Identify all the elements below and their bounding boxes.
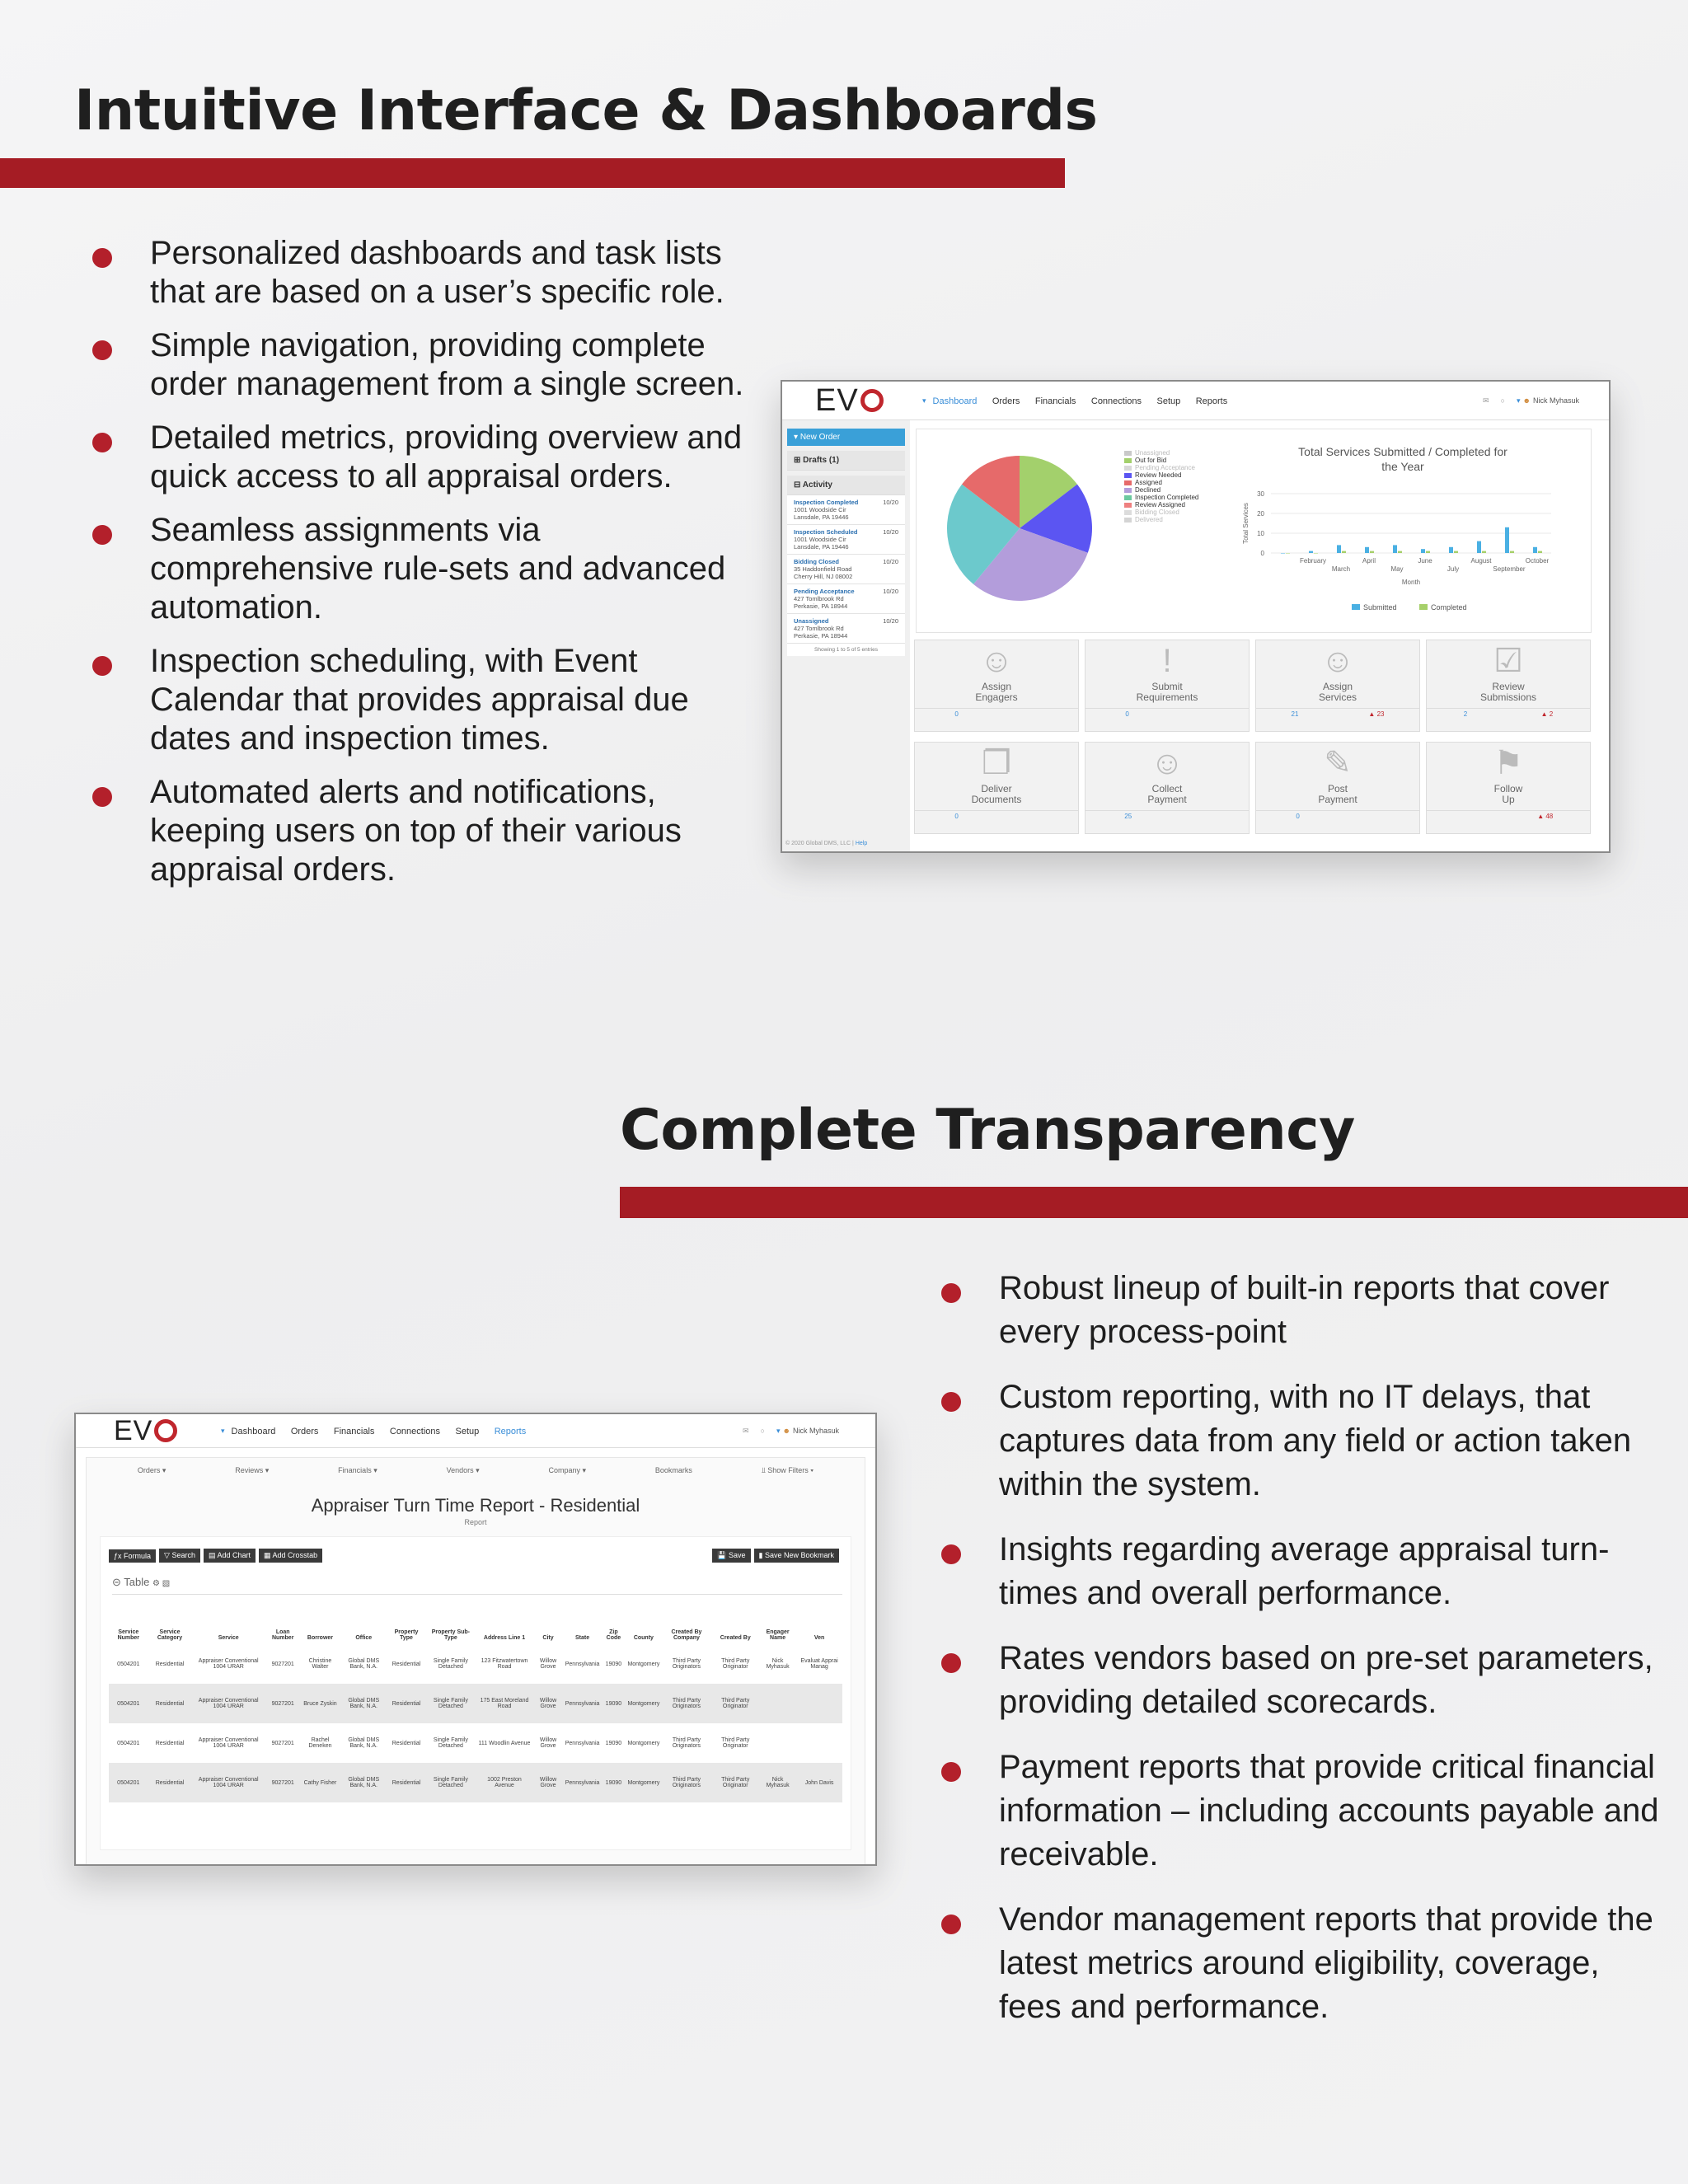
table-cell: 1002 Preston Avenue [476, 1763, 533, 1802]
table-cell: Nick Myhasuk [766, 1658, 790, 1670]
nav-reports[interactable]: Reports [494, 1427, 527, 1436]
table-cell: 9027201 [271, 1740, 294, 1746]
assign-services-icon: ☺ [1320, 643, 1355, 679]
column-header[interactable]: Property Sub-Type [431, 1629, 471, 1641]
report-title: Appraiser Turn Time Report - Residential [311, 1495, 640, 1516]
table-cell: Pennsylvania [564, 1763, 602, 1802]
table-cell: Single Family Detached [433, 1658, 468, 1670]
bar-submitted [1337, 545, 1341, 553]
legend-swatch [1124, 518, 1132, 523]
table-cell [796, 1723, 842, 1763]
table-cell [759, 1684, 796, 1723]
x-tick-label: July [1447, 565, 1460, 573]
list-item: Seamless assignments via comprehensive rule-sets and advanced automation. [87, 511, 763, 627]
column-header[interactable]: Ven [814, 1635, 825, 1641]
column-header[interactable]: Loan Number [271, 1629, 294, 1641]
column-header[interactable]: County [633, 1635, 654, 1641]
legend-item: Review Assigned [1124, 501, 1198, 509]
bar-completed [1342, 551, 1346, 553]
table-cell: Residential [387, 1684, 425, 1723]
x-tick-label: February [1299, 557, 1327, 565]
table-cell: Residential [148, 1763, 192, 1802]
task-card[interactable]: ⚑ Follow Up ▲ 48 [1426, 742, 1591, 834]
mail-icon[interactable]: ✉ [742, 1426, 749, 1435]
table-cell: Third Party Originators [672, 1658, 701, 1670]
top-navigation [782, 382, 1609, 420]
table-cell: 9027201 [265, 1684, 300, 1723]
column-header[interactable]: Address Line 1 [483, 1635, 526, 1641]
table-cell: Third Party Originator [721, 1737, 750, 1749]
legend-submitted: Submitted [1363, 603, 1397, 612]
bullet-dot-icon [92, 525, 112, 545]
table-cell: Residential [392, 1661, 421, 1667]
activity-header[interactable]: ⊟ Activity [787, 476, 905, 495]
bar-submitted [1421, 549, 1425, 553]
table-cell: Pennsylvania [565, 1661, 600, 1667]
y-tick-label: 10 [1257, 530, 1264, 537]
report-subtitle: Report [464, 1518, 487, 1526]
chat-icon[interactable]: ○ [1500, 396, 1505, 405]
bullet-dot-icon [941, 1392, 961, 1412]
table-cell: Third Party Originators [661, 1763, 711, 1802]
add-chart-button[interactable]: ▤ Add Chart [204, 1549, 256, 1563]
bar-submitted [1477, 541, 1481, 553]
drafts-header[interactable]: ⊞ Drafts (1) [787, 451, 905, 471]
save-bookmark-button[interactable]: ▮ Save New Bookmark [754, 1549, 840, 1563]
column-header[interactable]: Service [218, 1635, 239, 1641]
task-cards [914, 640, 1598, 834]
table-cell: 19090 [605, 1661, 622, 1667]
table-cell: Cathy Fisher [300, 1763, 340, 1802]
legend-item: Unassigned [1124, 449, 1198, 457]
table-cell: Residential [148, 1684, 192, 1723]
table-cell: Third Party Originators [672, 1737, 701, 1749]
table-cell: Montgomery [627, 1740, 660, 1746]
table-cell: Residential [155, 1740, 185, 1746]
settings-icon: ⚙ ▧ [152, 1579, 171, 1588]
user-name[interactable]: Nick Myhasuk [1532, 396, 1579, 405]
bullet-dot-icon [941, 1653, 961, 1673]
table-section-header[interactable]: ⊝ Table ⚙ ▧ [112, 1576, 842, 1595]
table-cell: Single Family Detached [425, 1684, 476, 1723]
table-cell: Single Family Detached [425, 1763, 476, 1802]
table-cell: Single Family Detached [433, 1737, 468, 1749]
assign-engagers-icon: ☺ [979, 643, 1014, 679]
bullet-dot-icon [92, 248, 112, 268]
table-cell: Residential [155, 1661, 185, 1667]
help-link[interactable]: Help [855, 841, 868, 846]
bullet-dot-icon [92, 433, 112, 452]
table-row[interactable] [109, 1723, 842, 1763]
status-pie-chart [941, 450, 1098, 607]
table-cell: Montgomery [626, 1684, 661, 1723]
legend-swatch [1124, 488, 1132, 493]
nav-orders[interactable]: Orders [992, 396, 1020, 406]
chat-icon[interactable]: ○ [760, 1427, 765, 1435]
table-cell: Appraiser Conventional 1004 URAR [191, 1684, 265, 1723]
bar-completed [1454, 551, 1458, 553]
column-header[interactable]: Created By Company [671, 1629, 702, 1641]
table-cell: Third Party Originator [712, 1684, 759, 1723]
table-cell: Appraiser Conventional 1004 URAR [191, 1763, 265, 1802]
x-tick-label: June [1418, 557, 1432, 565]
showing-entries: Showing 1 to 5 of 5 entries [814, 647, 878, 653]
y-tick-label: 30 [1257, 490, 1264, 498]
nav-connections[interactable]: Connections [389, 1427, 441, 1436]
footer-copyright: © 2020 Global DMS, LLC | Help [785, 841, 868, 846]
search-button[interactable]: ▽ Search [159, 1549, 200, 1563]
table-cell: Appraiser Conventional 1004 URAR [198, 1658, 259, 1670]
title-underline-bar [0, 158, 1065, 188]
feature-list-interface [87, 234, 763, 889]
nav-financials[interactable]: Financials [333, 1427, 375, 1436]
chevron-down-icon[interactable]: ▾ [1516, 396, 1521, 405]
report-toolbar [109, 1549, 842, 1563]
bullet-dot-icon [92, 656, 112, 676]
column-header[interactable]: Created By [720, 1635, 751, 1641]
bar-completed [1398, 551, 1402, 553]
bullet-dot-icon [941, 1915, 961, 1934]
bar-completed [1314, 553, 1318, 554]
table-cell: Willow Grove [539, 1658, 557, 1670]
report-body [100, 1536, 851, 1850]
bar-submitted [1449, 547, 1453, 553]
y-tick-label: 0 [1260, 550, 1264, 557]
y-tick-label: 20 [1257, 510, 1264, 518]
report-panel [86, 1457, 865, 1866]
table-cell: Residential [387, 1763, 425, 1802]
bullet-dot-icon [941, 1762, 961, 1782]
column-header[interactable]: Zip Code [606, 1629, 621, 1641]
table-cell: 0504201 [117, 1661, 140, 1667]
sidebar [782, 420, 910, 851]
alert-circle-icon: ! [1162, 643, 1172, 679]
pie-legend [1124, 449, 1198, 523]
add-crosstab-button[interactable]: ▦ Add Crosstab [259, 1549, 322, 1563]
task-card[interactable]: ☺ Collect Payment 25 [1085, 742, 1250, 834]
table-cell: 0504201 [109, 1763, 148, 1802]
report-filters [87, 1458, 865, 1475]
legend-item: Assigned [1124, 479, 1198, 486]
column-header[interactable]: City [542, 1635, 554, 1641]
bar-completed [1538, 551, 1542, 553]
bar-completed [1510, 551, 1514, 553]
nav-financials[interactable]: Financials [1034, 396, 1076, 406]
list-item: Detailed metrics, providing overview and quick access to all appraisal orders. [87, 419, 763, 496]
list-item: Simple navigation, providing complete order management from a single screen. [87, 326, 763, 404]
x-tick-label: May [1390, 565, 1404, 573]
save-button[interactable]: 💾 Save [712, 1549, 750, 1563]
bar-completed [1426, 551, 1430, 553]
task-card[interactable]: ☺ Assign Engagers 0 [914, 640, 1079, 732]
column-header[interactable]: Property Type [394, 1629, 419, 1641]
table-cell: 19090 [601, 1763, 626, 1802]
bar-completed [1370, 551, 1374, 553]
activity-item[interactable]: 10/20 Inspection Scheduled 1001 Woodside Cir Lansdale, PA 19446 [787, 525, 905, 555]
list-item: Custom reporting, with no IT delays, that captures data from any field or action taken within the system. [936, 1376, 1662, 1507]
table-row[interactable] [109, 1644, 842, 1684]
table-cell: Third Party Originator [712, 1763, 759, 1802]
table-cell: 111 Woodlin Avenue [478, 1740, 531, 1746]
mail-icon[interactable]: ✉ [1482, 396, 1489, 405]
activity-item[interactable]: 10/20 Pending Acceptance 427 Tomlbrook Rd Perkasie, PA 18944 [787, 584, 905, 614]
nav-connections[interactable]: Connections [1090, 396, 1142, 406]
list-item: Personalized dashboards and task lists that are based on a user’s specific role. [87, 234, 763, 312]
table-cell: 19090 [605, 1740, 622, 1746]
filter-bookmarks[interactable]: Bookmarks [654, 1466, 692, 1474]
bar-completed [1286, 553, 1290, 554]
list-item: Automated alerts and notifications, keeping users on top of their various appraisal orders. [87, 773, 763, 889]
legend-swatch [1124, 503, 1132, 508]
bullet-dot-icon [941, 1283, 961, 1303]
list-item: Robust lineup of built-in reports that cover every process-point [936, 1267, 1662, 1354]
legend-item: Declined [1124, 486, 1198, 494]
y-axis-label: Total Services [1242, 503, 1250, 544]
clipboard-icon: ☑ [1493, 643, 1523, 679]
table-cell: 19090 [601, 1684, 626, 1723]
title-underline-bar [620, 1187, 1688, 1218]
task-card[interactable]: ❐ Deliver Documents 0 [914, 742, 1079, 834]
legend-swatch [1124, 510, 1132, 515]
table-cell: 0504201 [117, 1740, 140, 1746]
table-cell: Global DMS Bank, N.A. [348, 1658, 380, 1670]
filter-vendors[interactable]: Vendors ▾ [446, 1466, 480, 1474]
table-cell: Global DMS Bank, N.A. [348, 1737, 380, 1749]
collect-payment-icon: ☺ [1150, 745, 1184, 781]
legend-item: Review Needed [1124, 471, 1198, 479]
table-cell: John Davis [796, 1763, 842, 1802]
charts-panel [916, 429, 1592, 633]
evo-logo: EV [114, 1415, 213, 1447]
column-header[interactable]: Service Category [157, 1629, 183, 1641]
table-cell: 175 East Moreland Road [476, 1684, 533, 1723]
user-name[interactable]: Nick Myhasuk [792, 1427, 839, 1435]
filter-financials[interactable]: Financials ▾ [338, 1466, 377, 1474]
list-item: Insights regarding average appraisal turn-times and overall performance. [936, 1528, 1662, 1615]
table-cell [796, 1684, 842, 1723]
table-cell: Evaluat Apprai Manag [800, 1658, 838, 1670]
logo-o-icon [860, 389, 884, 412]
legend-swatch [1124, 473, 1132, 478]
table-cell: 9027201 [271, 1661, 294, 1667]
table-cell: Pennsylvania [565, 1740, 600, 1746]
report-screenshot [74, 1413, 877, 1866]
table-cell: Nick Myhasuk [759, 1763, 796, 1802]
avatar[interactable]: ☻ [1522, 396, 1531, 405]
logo-o-icon [154, 1419, 177, 1442]
legend-swatch [1124, 480, 1132, 485]
legend-item: Bidding Closed [1124, 509, 1198, 516]
formula-button[interactable]: ƒx Formula [109, 1549, 156, 1563]
legend-completed: Completed [1431, 603, 1467, 612]
table-cell: Third Party Originators [661, 1684, 711, 1723]
activity-item[interactable]: 10/20 Inspection Completed 1001 Woodside Cir Lansdale, PA 19446 [787, 495, 905, 525]
legend-swatch [1419, 604, 1428, 610]
chart-title: Total Services Submitted / Completed for the Year [1298, 445, 1507, 473]
list-item: Payment reports that provide critical financial information – including accounts payable and receivable. [936, 1746, 1662, 1877]
x-tick-label: September [1493, 565, 1526, 573]
nav-setup[interactable]: Setup [1156, 396, 1181, 406]
legend-item: Inspection Completed [1124, 494, 1198, 501]
bar-submitted [1309, 551, 1313, 553]
avatar[interactable]: ☻ [782, 1427, 790, 1435]
main-nav [232, 1423, 538, 1438]
bullet-dot-icon [92, 787, 112, 807]
legend-swatch [1352, 604, 1360, 610]
filter-orders[interactable]: Orders ▾ [137, 1466, 166, 1474]
bar-submitted [1365, 547, 1369, 553]
nav-reports[interactable]: Reports [1195, 396, 1228, 406]
task-card[interactable]: ☑ Review Submissions 2 ▲ 2 [1426, 640, 1591, 732]
column-header[interactable]: Borrower [307, 1635, 334, 1641]
x-tick-label: August [1470, 557, 1492, 565]
list-item: Rates vendors based on pre-set parameters, providing detailed scorecards. [936, 1637, 1662, 1724]
x-tick-label: April [1362, 557, 1376, 565]
legend-swatch [1124, 466, 1132, 471]
column-header[interactable]: State [575, 1635, 590, 1641]
activity-item[interactable]: 10/20 Bidding Closed 35 Haddonfield Road Cherry Hill, NJ 08002 [787, 555, 905, 584]
list-item: Vendor management reports that provide the latest metrics around eligibility, coverage, fees and performance. [936, 1898, 1662, 2029]
table-row[interactable] [109, 1684, 842, 1723]
nav-orders[interactable]: Orders [290, 1427, 319, 1436]
table-cell: Montgomery [626, 1763, 661, 1802]
chevron-down-icon: ▾ [221, 1426, 225, 1435]
feature-list-transparency [936, 1267, 1662, 2029]
table-cell: Montgomery [627, 1661, 660, 1667]
chevron-down-icon[interactable]: ▾ [776, 1426, 781, 1435]
bar-completed [1482, 551, 1486, 553]
table-cell: Global DMS Bank, N.A. [340, 1684, 387, 1723]
filter-reviews[interactable]: Reviews ▾ [235, 1466, 270, 1474]
table-cell: Willow Grove [532, 1684, 563, 1723]
documents-icon: ❐ [982, 745, 1011, 781]
table-cell: Christine Walter [308, 1658, 332, 1670]
legend-swatch [1124, 495, 1132, 500]
table-cell: Bruce Zyskin [300, 1684, 340, 1723]
task-card[interactable]: ! Submit Requirements 0 [1085, 640, 1250, 732]
legend-item: Out for Bid [1124, 457, 1198, 464]
task-card[interactable]: ☺ Assign Services 21 ▲ 23 [1255, 640, 1420, 732]
table-cell: Third Party Originator [721, 1658, 750, 1670]
top-navigation [76, 1414, 875, 1448]
x-tick-label: March [1331, 565, 1351, 573]
table-cell: Willow Grove [532, 1763, 563, 1802]
report-table [109, 1600, 842, 1802]
section-title-transparency: Complete Transparency [620, 1098, 1355, 1163]
new-order-button[interactable]: ▾ New Order [787, 429, 905, 446]
table-cell: Rachel Deneken [308, 1737, 332, 1749]
table-cell: Pennsylvania [564, 1684, 602, 1723]
bullet-dot-icon [941, 1544, 961, 1564]
column-header[interactable]: Engager Name [766, 1629, 790, 1641]
bar-submitted [1281, 553, 1285, 554]
table-row[interactable] [109, 1763, 842, 1802]
show-filters[interactable]: ⫫ Show Filters ▾ [761, 1466, 814, 1474]
nav-dashboard[interactable]: Dashboard [231, 1427, 276, 1436]
bullet-dot-icon [92, 340, 112, 360]
table-cell: 0504201 [109, 1684, 148, 1723]
table-cell: Willow Grove [539, 1737, 557, 1749]
bar-submitted [1505, 527, 1509, 553]
bar-submitted [1393, 545, 1397, 553]
nav-setup[interactable]: Setup [455, 1427, 480, 1436]
post-payment-icon: ✎ [1324, 745, 1352, 781]
legend-item: Delivered [1124, 516, 1198, 523]
column-header[interactable]: Service Number [117, 1629, 140, 1641]
legend-item: Pending Acceptance [1124, 464, 1198, 471]
dashboard-screenshot [781, 380, 1611, 853]
column-header[interactable]: Office [355, 1635, 373, 1641]
x-axis-label: Month [1401, 579, 1421, 586]
activity-item[interactable]: 10/20 Unassigned 427 Tomlbrook Rd Perkasie, PA 18944 [787, 614, 905, 644]
table-cell [759, 1723, 796, 1763]
table-header-row [109, 1600, 842, 1644]
task-card[interactable]: ✎ Post Payment 0 [1255, 742, 1420, 834]
legend-swatch [1124, 458, 1132, 463]
evo-logo: EV [815, 383, 914, 419]
flag-icon: ⚑ [1493, 745, 1523, 781]
filter-company[interactable]: Company ▾ [548, 1466, 586, 1474]
legend-swatch [1124, 451, 1132, 456]
section-title-interface: Intuitive Interface & Dashboards [74, 78, 1098, 143]
table-cell: 123 Fitzwatertown Road [481, 1658, 528, 1670]
nav-dashboard[interactable]: Dashboard [932, 396, 978, 406]
list-item: Inspection scheduling, with Event Calendar that provides appraisal due dates and inspection times. [87, 642, 763, 758]
x-tick-label: October [1525, 557, 1550, 565]
services-bar-chart [1238, 441, 1576, 630]
chevron-down-icon: ▾ [922, 396, 926, 405]
table-cell: Residential [392, 1740, 421, 1746]
table-cell: Appraiser Conventional 1004 URAR [198, 1737, 259, 1749]
main-nav [933, 393, 1240, 408]
bar-submitted [1533, 547, 1537, 553]
table-cell: 9027201 [265, 1763, 300, 1802]
table-cell: Global DMS Bank, N.A. [340, 1763, 387, 1802]
